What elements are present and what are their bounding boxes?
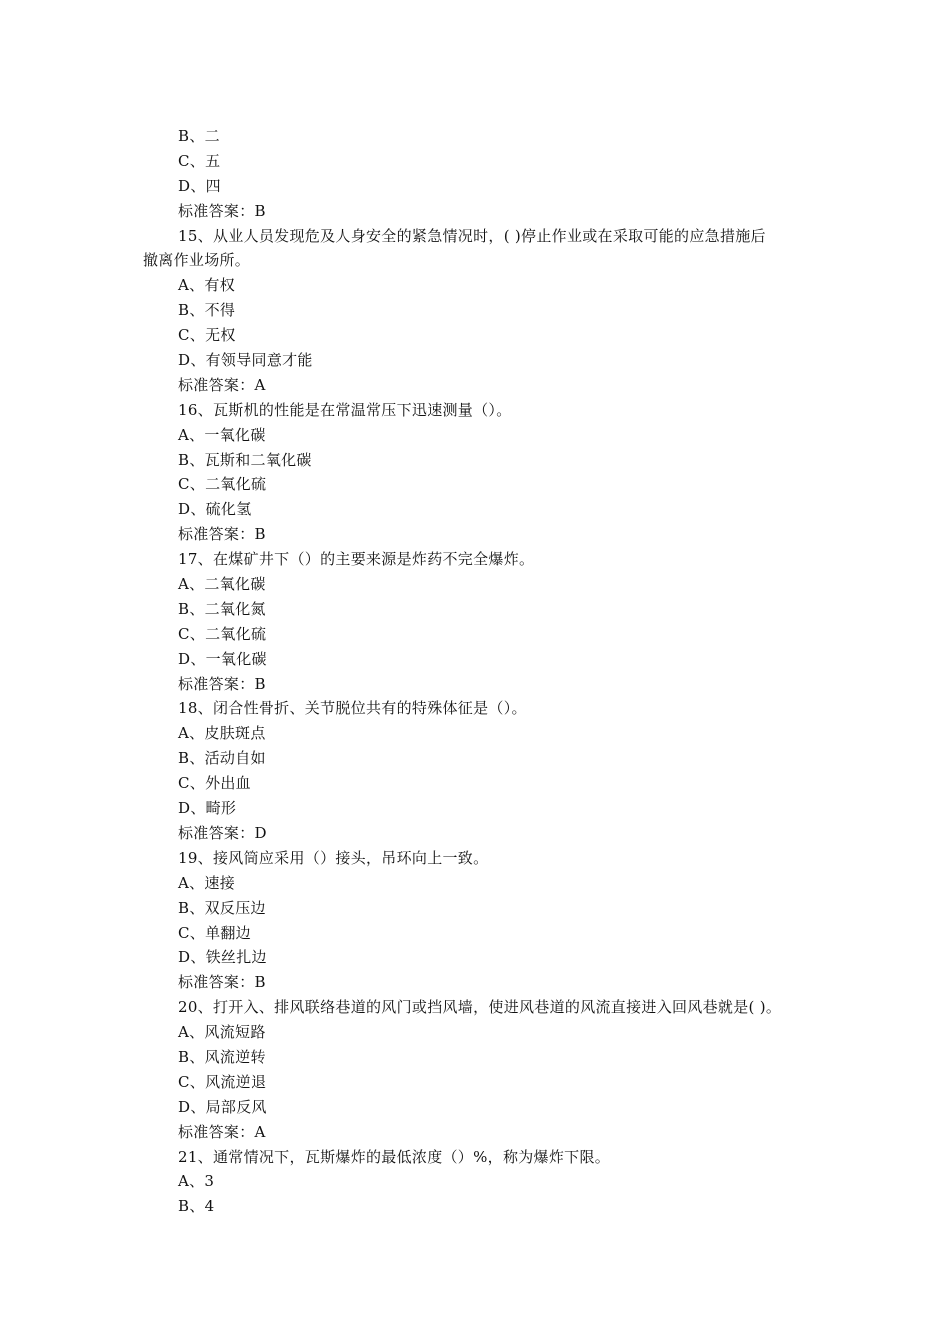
option-line: B、双反压边 [178,898,266,917]
answer-line: 标准答案：B [178,201,266,220]
option-line: B、二氧化氮 [178,599,266,618]
option-line: C、五 [178,151,221,170]
option-line: D、畸形 [178,799,237,818]
option-line: D、局部反风 [178,1097,267,1116]
option-line: D、一氧化碳 [178,649,267,668]
option-line: B、4 [178,1197,215,1216]
option-line: B、二 [178,127,220,145]
option-line: D、铁丝扎边 [178,948,267,967]
answer-line: 标准答案：B [178,973,266,992]
option-line: C、无权 [178,326,236,345]
option-line: A、3 [178,1172,215,1191]
option-line: C、二氧化硫 [178,475,267,494]
question-continuation-line: 撤离作业场所。 [143,251,251,270]
option-line: C、外出血 [178,774,251,793]
option-line: D、硫化氢 [178,500,252,519]
option-line: A、一氧化碳 [178,425,266,444]
option-line: A、有权 [178,276,236,295]
option-line: B、不得 [178,301,236,320]
question-line: 21、通常情况下，瓦斯爆炸的最低浓度（）%，称为爆炸下限。 [178,1147,611,1166]
option-line: A、皮肤斑点 [178,724,266,743]
option-line: C、风流逆退 [178,1072,267,1091]
question-line: 15、从业人员发现危及人身安全的紧急情况时，( )停止作业或在采取可能的应急措施后 [178,226,766,245]
document-body [143,124,823,1219]
option-line: D、有领导同意才能 [178,351,313,370]
option-line: B、瓦斯和二氧化碳 [178,450,312,469]
question-line: 17、在煤矿井下（）的主要来源是炸药不完全爆炸。 [178,550,535,569]
option-line: D、四 [178,176,221,195]
option-line: B、风流逆转 [178,1047,266,1066]
option-line: A、二氧化碳 [178,575,266,594]
question-line: 19、接风筒应采用（）接头，吊环向上一致。 [178,848,489,867]
answer-line: 标准答案：A [178,1122,266,1141]
question-line: 16、瓦斯机的性能是在常温常压下迅速测量（）。 [178,400,512,419]
question-line: 18、闭合性骨折、关节脱位共有的特殊体征是（）。 [178,699,527,718]
option-line: C、二氧化硫 [178,624,267,643]
option-line: C、单翻边 [178,923,251,942]
answer-line: 标准答案：B [178,525,266,544]
option-line: B、活动自如 [178,749,266,768]
answer-line: 标准答案：B [178,674,266,693]
question-line: 20、打开入、排风联络巷道的风门或挡风墙，使进风巷道的风流直接进入回风巷就是( )。 [178,998,782,1017]
answer-line: 标准答案：A [178,375,266,394]
answer-line: 标准答案：D [178,823,267,842]
option-line: A、风流短路 [178,1023,266,1042]
option-line: A、速接 [178,873,236,892]
